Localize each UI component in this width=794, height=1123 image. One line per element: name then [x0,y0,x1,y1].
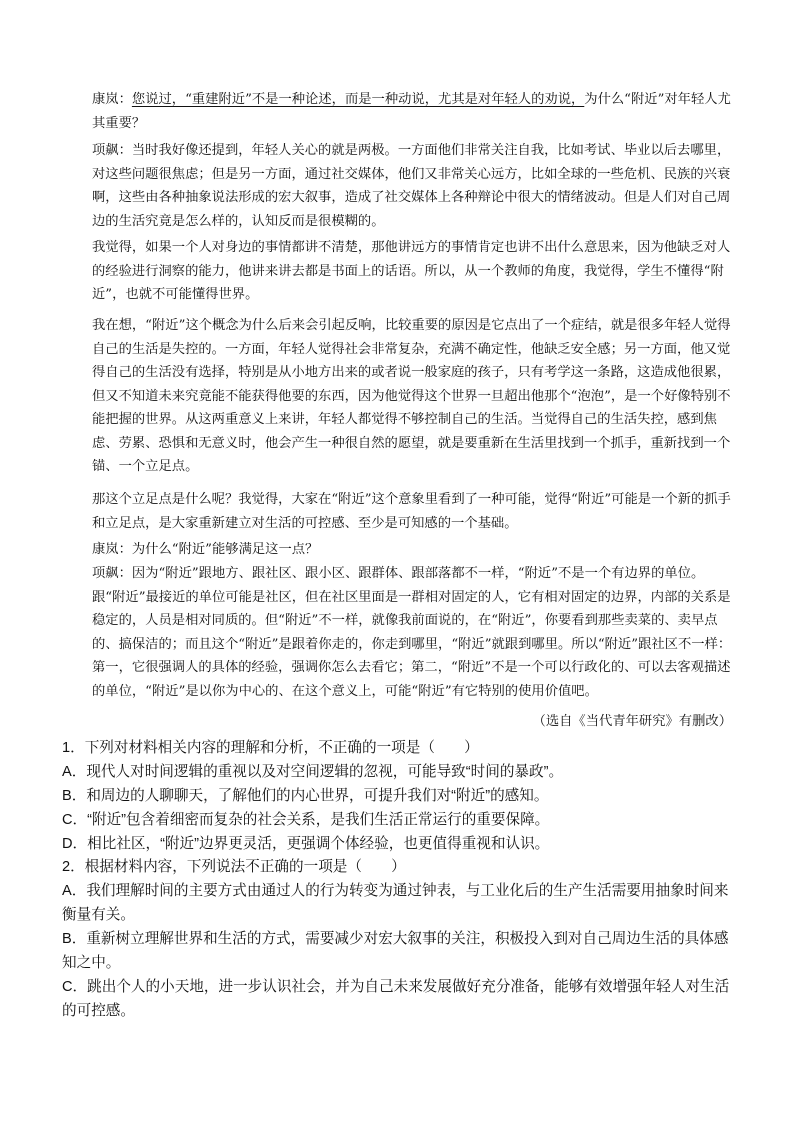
answer-paragraph-5: 项飙：因为“附近”跟地方、跟社区、跟小区、跟群体、跟部落都不一样，“附近”不是一个有边界的单位。跟“附近”最接近的单位可能是社区，但在社区里面是一群相对固定的人，它有相对固定的边界，内部的关系是稳定的，人员是相对同质的。但“附近”不一样，就像我前面说的，在“附近”，你要看到那些卖菜的、卖早点的、搞保洁的；而且这个“附近”是跟着你走的，你走到哪里，“附近”就跟到哪里。所以“附近”跟社区不一样：第一，它很强调人的具体的经验，强调你怎么去看它；第二，“附近”不是一个可以行政化的、可以去客观描述的单位，“附近”是以你为中心的、在这个意义上，可能“附近”有它特别的使用价值吧。 [92,566,732,699]
dialogue-question-2: 康岚：为什么“附近”能够满足这一点？ [92,542,319,557]
speaker-label: 康岚： [92,92,132,107]
dialogue-question-1 [92,88,734,135]
answer-paragraph-4: 那这个立足点是什么呢？我觉得，大家在“附近”这个意象里看到了一种可能，觉得“附近”可能是一个新的抓手和立足点，是大家重新建立对生活的可控感、至少是可知感的一个基础。 [92,492,731,531]
option-b: B．重新树立理解世界和生活的方式，需要减少对宏大叙事的关注，积极投入到对自己周边生活的具体感知之中。 [62,931,729,971]
option-c: C．跳出个人的小天地，进一步认识社会，并为自己未来发展做好充分准备，能够有效增强年轻人对生活的可控感。 [62,979,730,1019]
source-citation: （选自《当代青年研究》有删改） [532,714,732,729]
underlined-quote: 您说过，“重建附近”不是一种论述，而是一种动说，尤其是对年轻人的劝说， [131,92,585,107]
answer-paragraph-3: 我在想，“附近”这个概念为什么后来会引起反响，比较重要的原因是它点出了一个症结，就是很多年轻人觉得自己的生活是失控的。一方面，年轻人觉得社会非常复杂，充满不确定性，他缺乏安全感；另一方面，他又觉得自己的生活没有选择，特别是从小地方出来的或者说一般家庭的孩子，只有考学这一条路，这造成他很累，但又不知道未来究竟能不能获得他要的东西，因为他觉得这个世界一旦超出他那个“泡泡”，是一个好像特别不能把握的世界。从这两重意义上来讲，年轻人都觉得不够控制自己的生活。当觉得自己的生活失控，感到焦虑、劳累、恐惧和无意义时，他会产生一种很自然的愿望，就是要重新在生活里找到一个抓手，重新找到一个锚、一个立足点。 [92,318,731,474]
option-a: A．我们理解时间的主要方式由通过人的行为转变为通过钟表，与工业化后的生产生活需要用抽象时间来衡量有关。 [62,883,729,923]
question-stem: 2．根据材料内容，下列说法不正确的一项是（ ） [62,859,406,875]
answer-paragraph-1: 项飙：当时我好像还提到，年轻人关心的就是两极。一方面他们非常关注自我，比如考试、毕业以后去哪里，对这些问题很焦虑；但是另一方面，通过社交媒体，他们又非常关心远方，比如全球的一些危机、民族的兴衰啊，这些由各种抽象说法形成的宏大叙事，造成了社交媒体上各种辩论中很大的情绪波动。但是人们对自己周边的生活究竟是怎么样的，认知反而是很模糊的。 [92,143,731,229]
option-b: B．和周边的人聊聊天，了解他们的内心世界，可提升我们对“附近”的感知。 [62,788,549,804]
option-d: D．相比社区，“附近”边界更灵活，更强调个体经验，也更值得重视和认识。 [62,836,550,852]
answer-paragraph-2: 我觉得，如果一个人对身边的事情都讲不清楚，那他讲远方的事情肯定也讲不出什么意思来，因为他缺乏对人的经验进行洞察的能力，他讲来讲去都是书面上的话语。所以，从一个教师的角度，我觉得，学生不懂得“附近”，也就不可能懂得世界。 [92,240,731,302]
question-2 [62,855,742,1023]
question-stem: 1．下列对材料相关内容的理解和分析，不正确的一项是（ ） [62,740,479,756]
question-1 [62,736,742,856]
option-c: C．“附近”包含着细密而复杂的社会关系，是我们生活正常运行的重要保障。 [62,812,550,828]
question-rest: 为什么“附近”对年轻人尤其重要？ [92,92,731,131]
option-a: A．现代人对时间逻辑的重视以及对空间逻辑的忽视，可能导致“时间的暴政”。 [62,764,564,780]
